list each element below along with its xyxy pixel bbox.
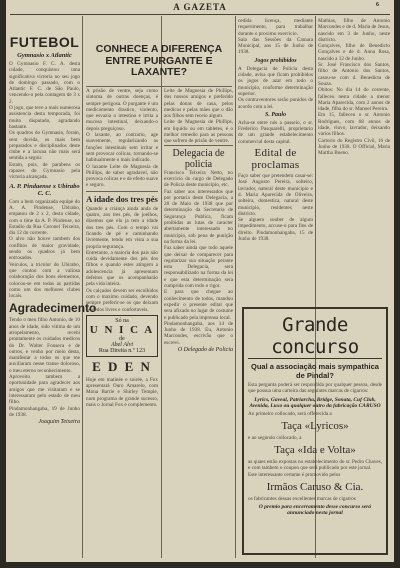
column-rule (161, 16, 162, 558)
agradecimento-heading: Agradecimento (9, 301, 97, 316)
article-paragraph: Faz saber aos interessados que por portaria deste Delegacia, a 28 de Maio de 1938 que por determinação da Secretaria de Segurança Publica, ficam proibidas as lutas de caracter abertamente interessado no municipio, sob pena de punição na forma da lei. (164, 188, 233, 245)
football-heading: FUTEBOL (9, 34, 80, 50)
signature: O Delegado de Policia (177, 346, 233, 353)
unica-prefix: Só na (115, 317, 129, 324)
article-paragraph: E para que chegue ao conhecimento de todos, mandou expedir o presente edital que sera afixado no lugar de costume e publicado pela imprensa local. (164, 289, 233, 321)
article-paragraph: Veiculos, a tricolor do Ubirabo, que contou com a valiosa colaboração dos bons elementos, colocou-se em todas as partidas como um dos melhores clubes locais. (9, 261, 80, 300)
article-paragraph: Obitos: No dia 14 do corrente, falleceu nesta cidade a menor Maria Aparecida, com 2 annos de idade, filha do sr. Manoel Pereira. (318, 87, 390, 113)
jogos-heading: Jogos prohibidos (254, 57, 297, 64)
article-paragraph: Faz saber ainda que todo aquele que deixar de comparecer para regularizar sua situação perante esta Delegacia, sera responsabilizado na forma da lei e que esta determinação sera cumprida com todo o rigor. (164, 245, 233, 290)
taca-ida-volta: Taça «Ida e Volta» (274, 444, 356, 457)
sao-paulo-heading: S. Paulo (264, 111, 286, 118)
article-paragraph: Cartorio do Registro Civil, 16 de Junho de 1938. O Official, Maria Martha Bueno. (318, 137, 390, 157)
unica-sub: de (119, 335, 125, 342)
sponsor-name: Irmãos Caruso & Cia. (266, 481, 364, 494)
article-paragraph: O Gymnasio F. C. A. desta cidade, conquistou uma significativa victoria no seu jogo de domingo passado, com o Atlantic F. C. de São Paulo, vencendo-o pela contagem de 3 x 2. (9, 61, 80, 105)
masthead (6, 2, 394, 14)
unica-owner: Abel Alvi (110, 341, 134, 348)
column-football (9, 34, 97, 558)
unica-advert (86, 315, 158, 357)
column-3 (164, 88, 233, 558)
column-4 (238, 18, 313, 304)
article-paragraph: Leite de Magnesia de Phillips, dos nossos amigos e preferido pelas donas de casa, pelos medicos e pelas mães que o dão aos filhos sem receio algum. (164, 88, 233, 120)
article-paragraph: Estam, pois, de parabens os rapazes do Gymnasio pela victoria alcançada. (9, 161, 80, 181)
edital-heading: Edital de proclamas (251, 147, 300, 172)
article-paragraph: O jogo, que teve a mais numerosa assistencia desta temporada, foi muito disputado, agradando bastante. (9, 105, 80, 130)
article-paragraph: Os contraventores serão punidos de acordo com a lei. (238, 97, 313, 110)
article-paragraph: Em 15, falleceu o sr. Antonio Rodrigues, com 68 annos de idade, viuvo, lavrador, deixando varios filhos. (318, 112, 390, 138)
article-paragraph: Tendo o meu filho Antonio, de 10 anos de idade, sido vitima de um atropelamento, recebi prontamente os cuidados medicos do Dr. Walter Fonseca e de outros, e venho por meio desta, manifestar a todos os que me auxiliaram nesse transe doloroso, o meu eterno reconhecimento. (9, 317, 80, 374)
article-paragraph: Os quadros do Gymnasio, foram, sem duvida, os mais bem preparados e disciplinados deste clube e a lacuna não mais será sentida a seguir. (9, 130, 80, 162)
article-paragraph: O alvo não houve tambem dos conflitos de maior gravidade, sendo os quadros já bem entrosados. (9, 236, 80, 262)
article-paragraph: O laxante Leite de Magnesia de Phillips, de sabor agradavel, não provoca colicas e e de efeito suave e seguro. (86, 163, 159, 189)
advert-paragraph: Ao primeiro collocado, será offerecida a (248, 410, 332, 417)
article-paragraph: Mathias, filho de Antonio Marcondes e de d. Maria de Jesus, nascido em 3 de Junho, neste districto. (318, 18, 390, 43)
article-paragraph: Aproveito tambem a oportunidade para agradecer aos amigos que me visitaram e se interessaram pelo estado de meu filho. (9, 374, 80, 406)
article-paragraph: Com a bem organizada equipe do A. A. Pindense, Ubirabo, empatou de 2 x 2, desta cidade, com o time da A. P. Pindense, no Estadio da Rua Coronel Teixeira, dia 12 do corrente. (9, 198, 80, 237)
article-paragraph: O laxante, ao contrario, age suavemente, regularizando as funções intestinais sem irritar e sem provocar colicas, tornando-se habitualmente o mais indicado. (86, 132, 158, 164)
article-paragraph: A Delegacia de Policia desta cidade, avisa que ficam prohibidos os jogos de azar em todo o municipio, conforme determinação superior. (238, 65, 313, 97)
article-paragraph: Sala das Sessões da Camara Municipal, aos 15 de Junho de 1938. (238, 36, 313, 56)
advert-paragraph: Esta pergunta poderá ser respondida por qualquer pessoa, desde que possua uma carteira das seguintes marcas de cigarros: (248, 382, 382, 395)
page-number: 6 (376, 2, 380, 8)
top-rule (10, 14, 390, 15)
taca-lyricos: Taça «Lyricos» (281, 419, 349, 432)
article-paragraph: Acha-se entre nós a passeio, o sr. Frederico Pasquarelli, proprietario de um grande estabelecimento commercial desta capital. (238, 119, 313, 145)
advert-paragraph: Este interessante certame é promovido pelos (248, 471, 341, 478)
date-line: Pindamonhangaba, 19 de Junho de 1938. (9, 405, 80, 418)
column-rule (235, 16, 236, 558)
contest-question: Qual a associação mais sympathica de Pindal? (251, 362, 379, 380)
signature: Joaquim Teixeira (38, 419, 80, 426)
grande-concurso-title: Grande concurso (248, 314, 382, 359)
eden-heading: E D E N (92, 358, 152, 374)
article-paragraph: Quando a criança ainda anda de quatro, aos tres pés, de joelhos, dizemos que ela ja tem a idade dos tres pés. Com o tempo vai ficando de pé e caminhando livremente, tendo em vista a sua propria segurança. (86, 205, 158, 250)
article-paragraph: cedida licença, mediante requerimento, para trabalhar durante o proximo exercicio. (238, 18, 313, 37)
article-paragraph: Entretanto, a maioria dos pais não cuida devidamente dos pés dos filhos e quando estes atingem a adolescencia já apresentam defeitos que os acompanharão pela vida inteira. (86, 249, 158, 288)
article-paragraph: Francisco Teixeira Netto, no exercicio do cargo de Delegado de Policia deste municipio, etc. (164, 169, 233, 189)
column-rule (82, 16, 83, 558)
newspaper-title: A GAZETA (173, 2, 227, 12)
article-paragraph: A prisão de ventre, seja como sintoma de outras doenças, é sempre perigosa. O purgante é um medicamento drastico, violento, que esvazia o intestino e irrita a mucosa intestinal, deixando-o depois preguiçoso. (86, 88, 158, 132)
advert-paragraph: as quaes estão expostas no estabelecimento do sr. Pedro Chaves, e com tambem o coupon que será publicado por este jornal. (248, 459, 382, 472)
article-paragraph: Os calçados devem ser escolhidos com o maximo cuidado, devendo sempre preferir-se os que deixam os dedos livres e confortaveis. (86, 287, 158, 313)
unica-address: Rua Direita n.º 123 (98, 347, 146, 354)
cigarette-brands: Lyrics, Gaveal, Patriarcha, Bridge, Sonata, Cuf Club, Avenida, Luxo ou qualquer outro da fabricação CARUSO (249, 396, 381, 409)
idade-heading: A idade dos tres pés (86, 191, 158, 204)
article-paragraph: Gonçalves, filho de Benedicto Gonçalves e de d. Anna Rosa, nascido a 12 de Junho. (318, 43, 390, 62)
main-headline: CONHECE A DIFERENÇA ENTRE PURGANTE E LAXANTE? (95, 43, 223, 78)
column-2 (86, 88, 158, 558)
delegacia-heading: Delegacia de policia (164, 145, 233, 170)
article-paragraph: Faço saber que pretendem casar-se: José Augusto Pereira, solteiro, lavrador, natural deste municipio e d. Maria Aparecida de Oliveira, solteira, domestica, natural deste municipio, residentes neste districto. (238, 173, 313, 217)
unica-name: U N I C A (89, 323, 155, 336)
headline-block (86, 18, 232, 87)
article-paragraph: Sr. José Francisco dos Santos, filho de Antonio dos Santos, casou-se com d. Benedicta de Souza. (318, 62, 390, 87)
grande-concurso-advert (242, 307, 388, 555)
advert-paragraph: e ao segundo collocado, a (248, 434, 302, 441)
column-5 (318, 18, 390, 304)
advert-footer: O premio para encerramento desse concurso será annunciado nesta jornal (258, 504, 372, 517)
article-paragraph: Se alguem souber de algum impedimento, accuse-o para fins de direito. Pindamonhangaba, 15 de Junho de 1938. (238, 217, 313, 243)
newspaper-page (6, 0, 394, 562)
article-paragraph: Pindamonhangaba, aos 14 de Junho de 1938. Eu, Antonio Marcondes, escrivão que o escrevi. (164, 320, 233, 346)
match-subheading: Gymnasio x Atlantic (17, 52, 72, 59)
advert-paragraph: os fabricantes dessas excellentes marcas de cigarros (248, 496, 356, 503)
match-subheading: A. P. Pindaense x Ubirabo C. C. (9, 182, 80, 197)
article-paragraph: Leite de Magnesia de Phillips, em liquido ou em tabletes, é o melhor remedio para as pessoas que sofrem de prisão de ventre. (164, 119, 233, 145)
article-paragraph: Hoje em matinée e soirée, a Fox apresentará Ouro Amarelo, com Mona Barrie e Shirley Temple, num programa de grande sucesso, mais o Jornal Fox e complemento. (86, 376, 158, 408)
